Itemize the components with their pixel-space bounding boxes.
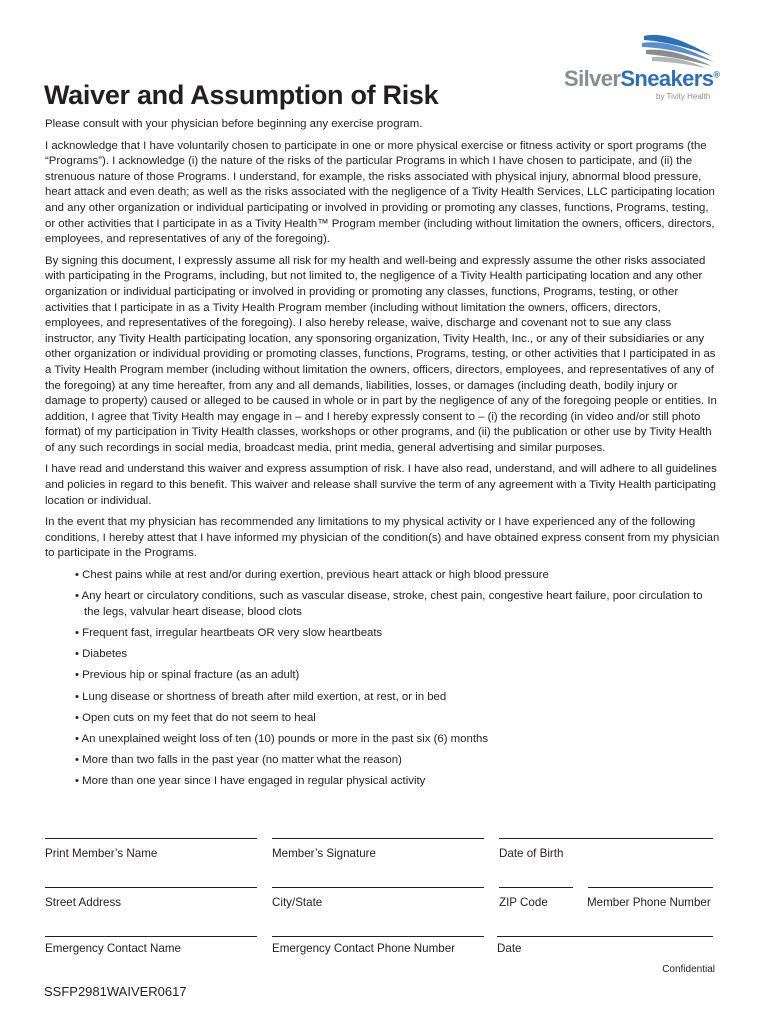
city-state-label: City/State bbox=[272, 896, 323, 909]
form-code: SSFP2981WAIVER0617 bbox=[44, 984, 187, 999]
list-item: • Any heart or circulatory conditions, such as vascular disease, stroke, chest pain, congestive heart failure, poor circulation to the legs, valvular heart disease, blood clots bbox=[75, 589, 720, 620]
acknowledgement-paragraph: I acknowledge that I have voluntarily chosen to participate in one or more physical exercise or fitness activity or sport programs (the “Programs”). I acknowledge (i) the nature of the risks of the particular Programs in which I have chosen to participate, and (ii) the strenuous nature of those Programs. I understand, for example, the risks associated with physical injury, abnormal blood pressure, heart attack and even death; as well as the risks associated with the negligence of a Tivity Health Services, LLC participating location and any other organization or individual participating or involved in providing or promoting any classes, functions, Programs, testing, or other activities that I participate in as a Tivity Health™ Program member (including without limitation the owners, officers, directors, employees, and representatives of any of the foregoing). bbox=[45, 139, 715, 246]
emergency-phone-line[interactable] bbox=[272, 936, 484, 937]
physician-paragraph: In the event that my physician has recommended any limitations to my physical activity or I have experienced any of the following conditions, I hereby attest that I have informed my physician of the condition(s) and have obtained express consent from my physician to participate in the Programs. bbox=[45, 516, 720, 560]
release-paragraph: By signing this document, I expressly assume all risk for my health and well-being and expressly assume the other risks associated with participating in the Programs, including, but not limited to, the negligence of a Tivity Health participating location and any other organization or individual participating or involved in providing or promoting any classes, functions, Programs, testing, or other activities that I participate in as a Tivity Health Program member (including without limitation the owners, officers, directors, employees, and representatives of the foregoing). I also hereby release, waive, discharge and covenant not to sue any class instructor, any Tivity Health participating location, any sponsoring organization, Tivity Health, Inc., or any of their subsidiaries or any other organization or individual providing or promoting classes, functions, Programs, testing, or other activities that I participated in as a Tivity Health Program member (including without limitation the owners, officers, directors, employees, and representatives of any of the foregoing) at any time hereafter, from any and all demands, liabilities, losses, or damages (including death, bodily injury or damage to property) caused or alleged to be caused in whole or in part by the negligence of any of the foregoing people or entities. In addition, I agree that Tivity Health may engage in – and I hereby expressly consent to – (i) the recording (in video and/or still photo format) of my participation in Tivity Health classes, workshops or other programs, and (ii) the publication or other use by Tivity Health of any such recordings in social media, broadcast media, print media, general advertising and similar purposes. bbox=[45, 254, 717, 454]
conditions-list bbox=[45, 568, 720, 790]
list-item: • An unexplained weight loss of ten (10) pounds or more in the past six (6) months bbox=[75, 732, 720, 748]
street-label: Street Address bbox=[45, 896, 122, 909]
list-item: • More than one year since I have engaged in regular physical activity bbox=[75, 774, 720, 790]
shoe-swoosh-icon bbox=[640, 30, 716, 70]
understanding-paragraph: I have read and understand this waiver and express assumption of risk. I have also read, understand, and will adhere to all guidelines and policies in regard to this benefit. This waiver and release shall survive the term of any agreement with a Tivity Health participating location or individual. bbox=[45, 463, 717, 507]
street-line[interactable] bbox=[45, 887, 257, 888]
signature-line[interactable] bbox=[272, 838, 484, 839]
emergency-name-line[interactable] bbox=[45, 936, 257, 937]
intro-text: Please consult with your physician before beginning any exercise program. bbox=[45, 118, 423, 130]
list-item: • Lung disease or shortness of breath after mild exertion, at rest, or in bed bbox=[75, 690, 720, 706]
list-item: • Frequent fast, irregular heartbeats OR very slow heartbeats bbox=[75, 626, 720, 642]
dob-line[interactable] bbox=[499, 838, 713, 839]
brand-sneakers: Sneakers bbox=[620, 66, 714, 91]
print-name-label: Print Member’s Name bbox=[45, 847, 158, 860]
registered-mark: ® bbox=[713, 69, 720, 80]
emergency-name-label: Emergency Contact Name bbox=[45, 942, 181, 955]
confidential-label: Confidential bbox=[662, 964, 715, 975]
zip-label: ZIP Code bbox=[499, 896, 548, 909]
brand-byline: by Tivity Health bbox=[656, 92, 711, 101]
phone-label: Member Phone Number bbox=[587, 896, 711, 909]
phone-line[interactable] bbox=[588, 887, 713, 888]
list-item: • Chest pains while at rest and/or during exertion, previous heart attack or high blood pressure bbox=[75, 568, 720, 584]
city-state-line[interactable] bbox=[272, 887, 484, 888]
zip-line[interactable] bbox=[499, 887, 573, 888]
signature-label: Member’s Signature bbox=[272, 847, 376, 860]
emergency-phone-label: Emergency Contact Phone Number bbox=[272, 942, 456, 955]
waiver-body bbox=[45, 117, 720, 796]
page-title: Waiver and Assumption of Risk bbox=[44, 80, 439, 110]
brand-silver: Silver bbox=[564, 66, 621, 91]
list-item: • Open cuts on my feet that do not seem to heal bbox=[75, 711, 720, 727]
list-item: • Diabetes bbox=[75, 647, 720, 663]
dob-label: Date of Birth bbox=[499, 847, 564, 860]
list-item: • More than two falls in the past year (no matter what the reason) bbox=[75, 753, 720, 769]
silversneakers-logo bbox=[560, 30, 720, 102]
brand-name bbox=[564, 66, 719, 92]
date-line[interactable] bbox=[497, 936, 713, 937]
list-item: • Previous hip or spinal fracture (as an adult) bbox=[75, 668, 720, 684]
date-label: Date bbox=[497, 942, 522, 955]
print-name-line[interactable] bbox=[45, 838, 257, 839]
